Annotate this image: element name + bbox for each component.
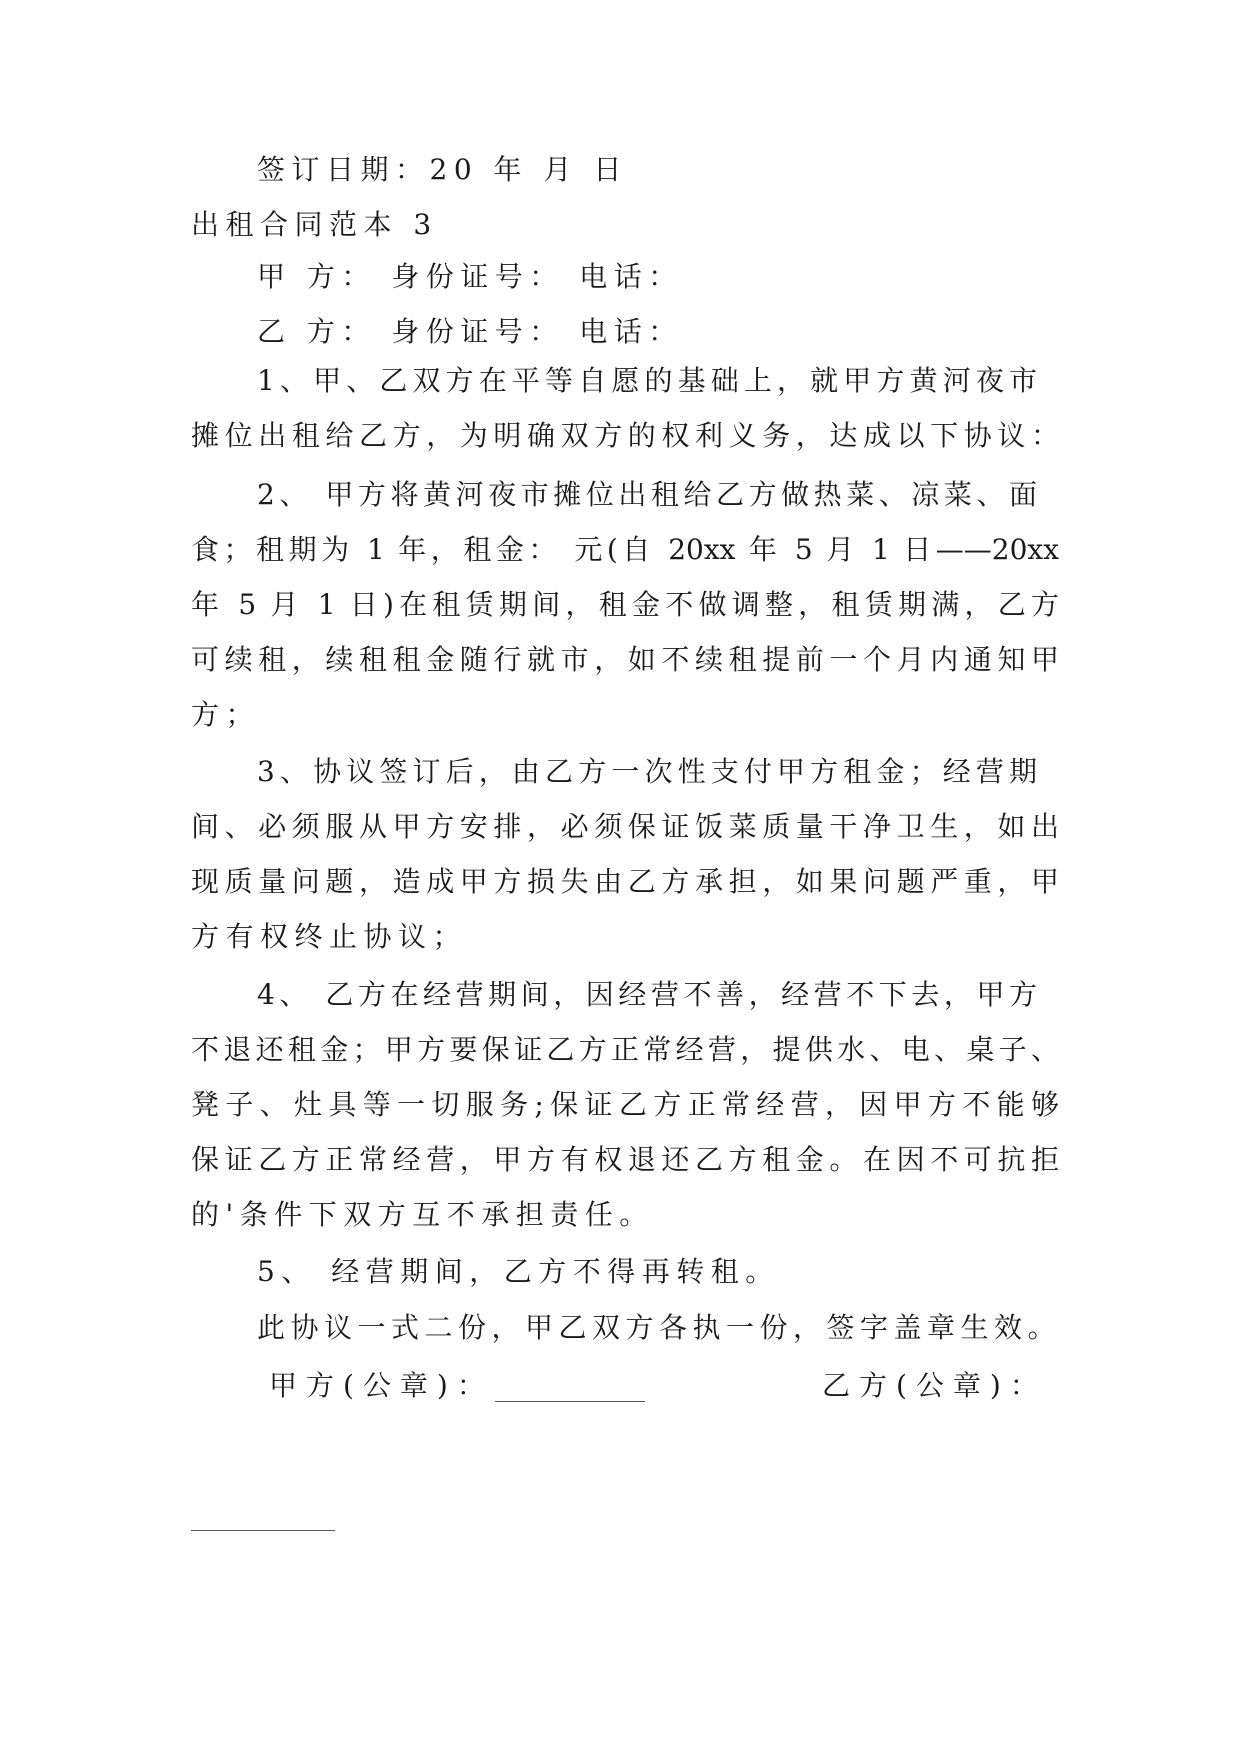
- signing-date: 签订日期：20 年 月 日: [257, 153, 628, 186]
- clause-2-line-2: 食；租期为 1 年，租金： 元(自 20xx 年 5 月 1 日——20xx: [191, 533, 1059, 566]
- clause-4-line-1: 4、 乙方在经营期间，因经营不善，经营不下去，甲方: [257, 978, 1037, 1011]
- party-b-seal-label: 乙方(公章)：: [822, 1369, 1047, 1402]
- clause-1-line-2: 摊位出租给乙方，为明确双方的权利义务，达成以下协议：: [191, 419, 1059, 452]
- clause-3-line-3: 现质量问题，造成甲方损失由乙方承担，如果问题严重，甲: [191, 865, 1059, 898]
- party-b-signature-blank: [191, 1530, 335, 1531]
- clause-4-line-3: 凳子、灶具等一切服务;保证乙方正常经营，因甲方不能够: [191, 1088, 1059, 1121]
- clause-5: 5、 经营期间，乙方不得再转租。: [257, 1255, 780, 1288]
- clause-3-line-1: 3、协议签订后，由乙方一次性支付甲方租金；经营期: [257, 755, 1037, 788]
- clause-3-line-4: 方有权终止协议；: [191, 920, 468, 953]
- copies-note: 此协议一式二份，甲乙双方各执一份，签字盖章生效。: [257, 1311, 1062, 1344]
- clause-2-line-4: 可续租，续租租金随行就市，如不续租提前一个月内通知甲: [191, 643, 1059, 676]
- clause-3-line-2: 间、必须服从甲方安排，必须保证饭菜质量干净卫生，如出: [191, 810, 1059, 843]
- clause-4-line-5: 的'条件下双方互不承担责任。: [191, 1198, 654, 1231]
- clause-4-line-2: 不退还租金；甲方要保证乙方正常经营，提供水、电、桌子、: [191, 1033, 1059, 1066]
- clause-2-line-3: 年 5 月 1 日)在租赁期间，租金不做调整，租赁期满，乙方: [191, 588, 1059, 621]
- clause-2-line-5: 方；: [191, 698, 261, 731]
- party-b-info: 乙 方： 身份证号： 电话：: [257, 315, 683, 348]
- clause-1-line-1: 1、甲、乙双方在平等自愿的基础上，就甲方黄河夜市: [257, 364, 1037, 397]
- party-a-seal-label: 甲方(公章)：: [269, 1369, 494, 1402]
- clause-4-line-4: 保证乙方正常经营，甲方有权退还乙方租金。在因不可抗拒: [191, 1143, 1059, 1176]
- party-a-signature-blank: [495, 1401, 645, 1402]
- section-title: 出租合同范本 3: [191, 208, 438, 241]
- party-a-info: 甲 方： 身份证号： 电话：: [257, 260, 683, 293]
- clause-2-line-1: 2、 甲方将黄河夜市摊位出租给乙方做热菜、凉菜、面: [257, 478, 1037, 511]
